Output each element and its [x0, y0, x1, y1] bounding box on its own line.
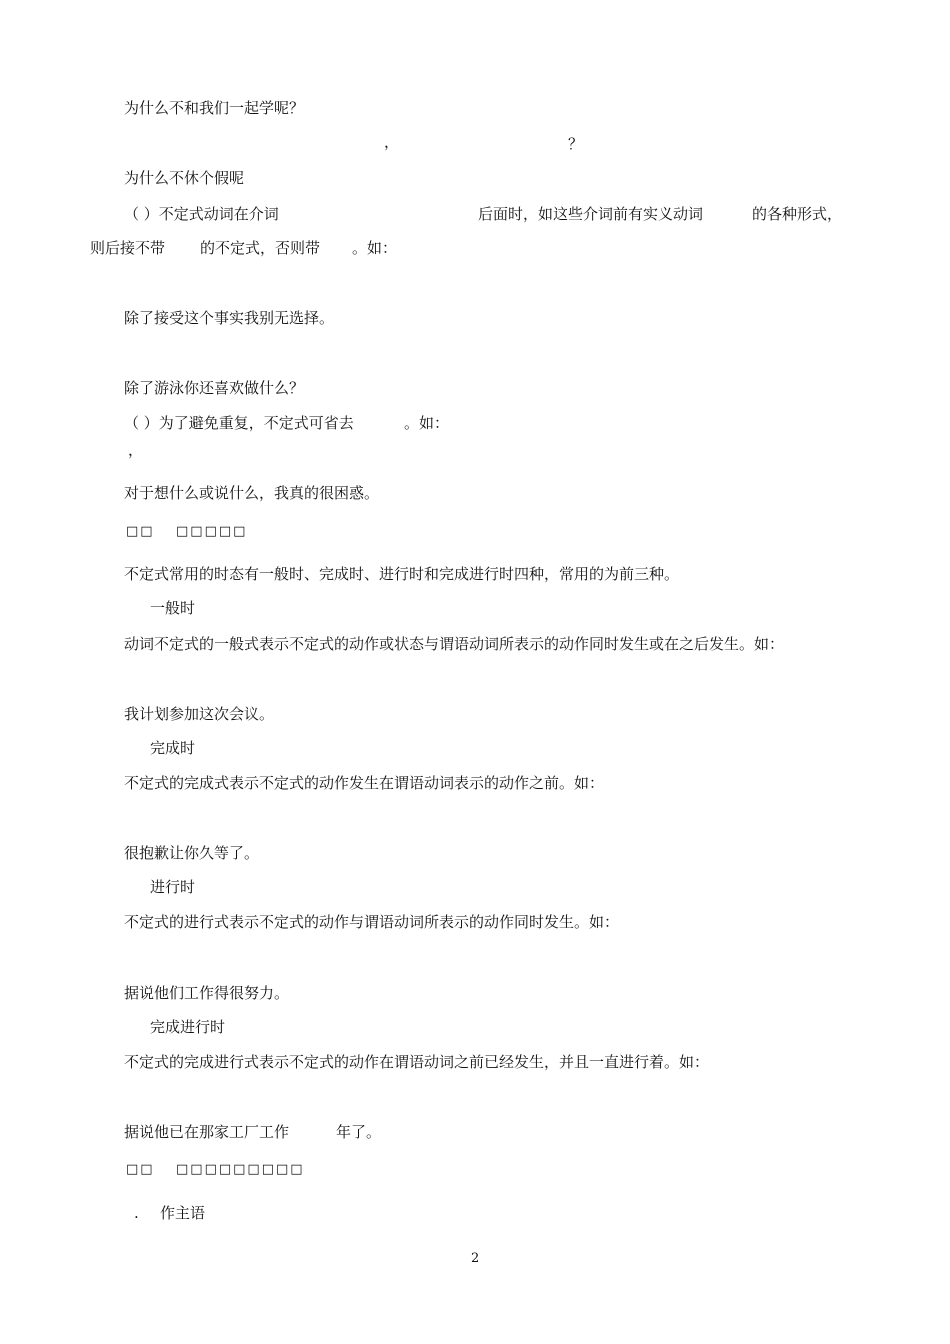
text-line: 的各种形式，	[752, 205, 843, 223]
text-line: 不定式常用的时态有一般时、完成时、进行时和完成进行时四种，常用的为前三种。	[124, 565, 680, 583]
text-line: 为什么不休个假呢	[124, 169, 245, 187]
list-marker: .	[134, 1204, 139, 1222]
section-heading-marker: □□	[126, 1162, 155, 1177]
text-line: 不定式的完成进行式表示不定式的动作在谓语动词之前已经发生，并且一直进行着。如：	[124, 1053, 710, 1071]
text-line: 很抱歉让你久等了。	[124, 844, 260, 862]
text-line: （ ）不定式动词在介词	[124, 205, 279, 223]
text-line: 动词不定式的一般式表示不定式的动作或状态与谓语动词所表示的动作同时发生或在之后发生。如：	[124, 635, 785, 653]
subheading: 完成时	[150, 739, 196, 757]
text-line: 则后接不带	[90, 239, 166, 257]
text-line: 为什么不和我们一起学呢？	[124, 99, 305, 117]
subheading: 作主语	[160, 1204, 206, 1222]
text-line: 除了接受这个事实我别无选择。	[124, 309, 335, 327]
text-line: 除了游泳你还喜欢做什么？	[124, 379, 305, 397]
text-line: 对于想什么或说什么，我真的很困惑。	[124, 484, 380, 502]
section-heading-marker: □□	[126, 524, 155, 539]
text-line: 据说他已在那家工厂工作	[124, 1123, 290, 1141]
text-line: 不定式的进行式表示不定式的动作与谓语动词所表示的动作同时发生。如：	[124, 913, 620, 931]
text-line: 后面时，如这些介词前有实义动词	[478, 205, 704, 223]
text-line: 据说他们工作得很努力。	[124, 984, 290, 1002]
subheading: 进行时	[150, 878, 196, 896]
text-line: 我计划参加这次会议。	[124, 705, 275, 723]
text-line: 。如：	[352, 239, 398, 257]
section-heading: □□□□□	[176, 524, 248, 539]
text-line: ，	[128, 441, 144, 459]
subheading: 完成进行时	[150, 1018, 226, 1036]
text-line: ，	[384, 133, 400, 151]
text-line: 年了。	[336, 1123, 382, 1141]
subheading: 一般时	[150, 599, 196, 617]
text-line: 不定式的完成式表示不定式的动作发生在谓语动词表示的动作之前。如：	[124, 774, 605, 792]
text-line: （ ）为了避免重复，不定式可省去	[124, 414, 354, 432]
text-line: 。如：	[404, 414, 450, 432]
page-number: 2	[471, 1251, 480, 1266]
text-line: 的不定式，否则带	[200, 239, 321, 257]
section-heading: □□□□□□□□□	[176, 1162, 305, 1177]
text-line: ？	[568, 135, 584, 153]
